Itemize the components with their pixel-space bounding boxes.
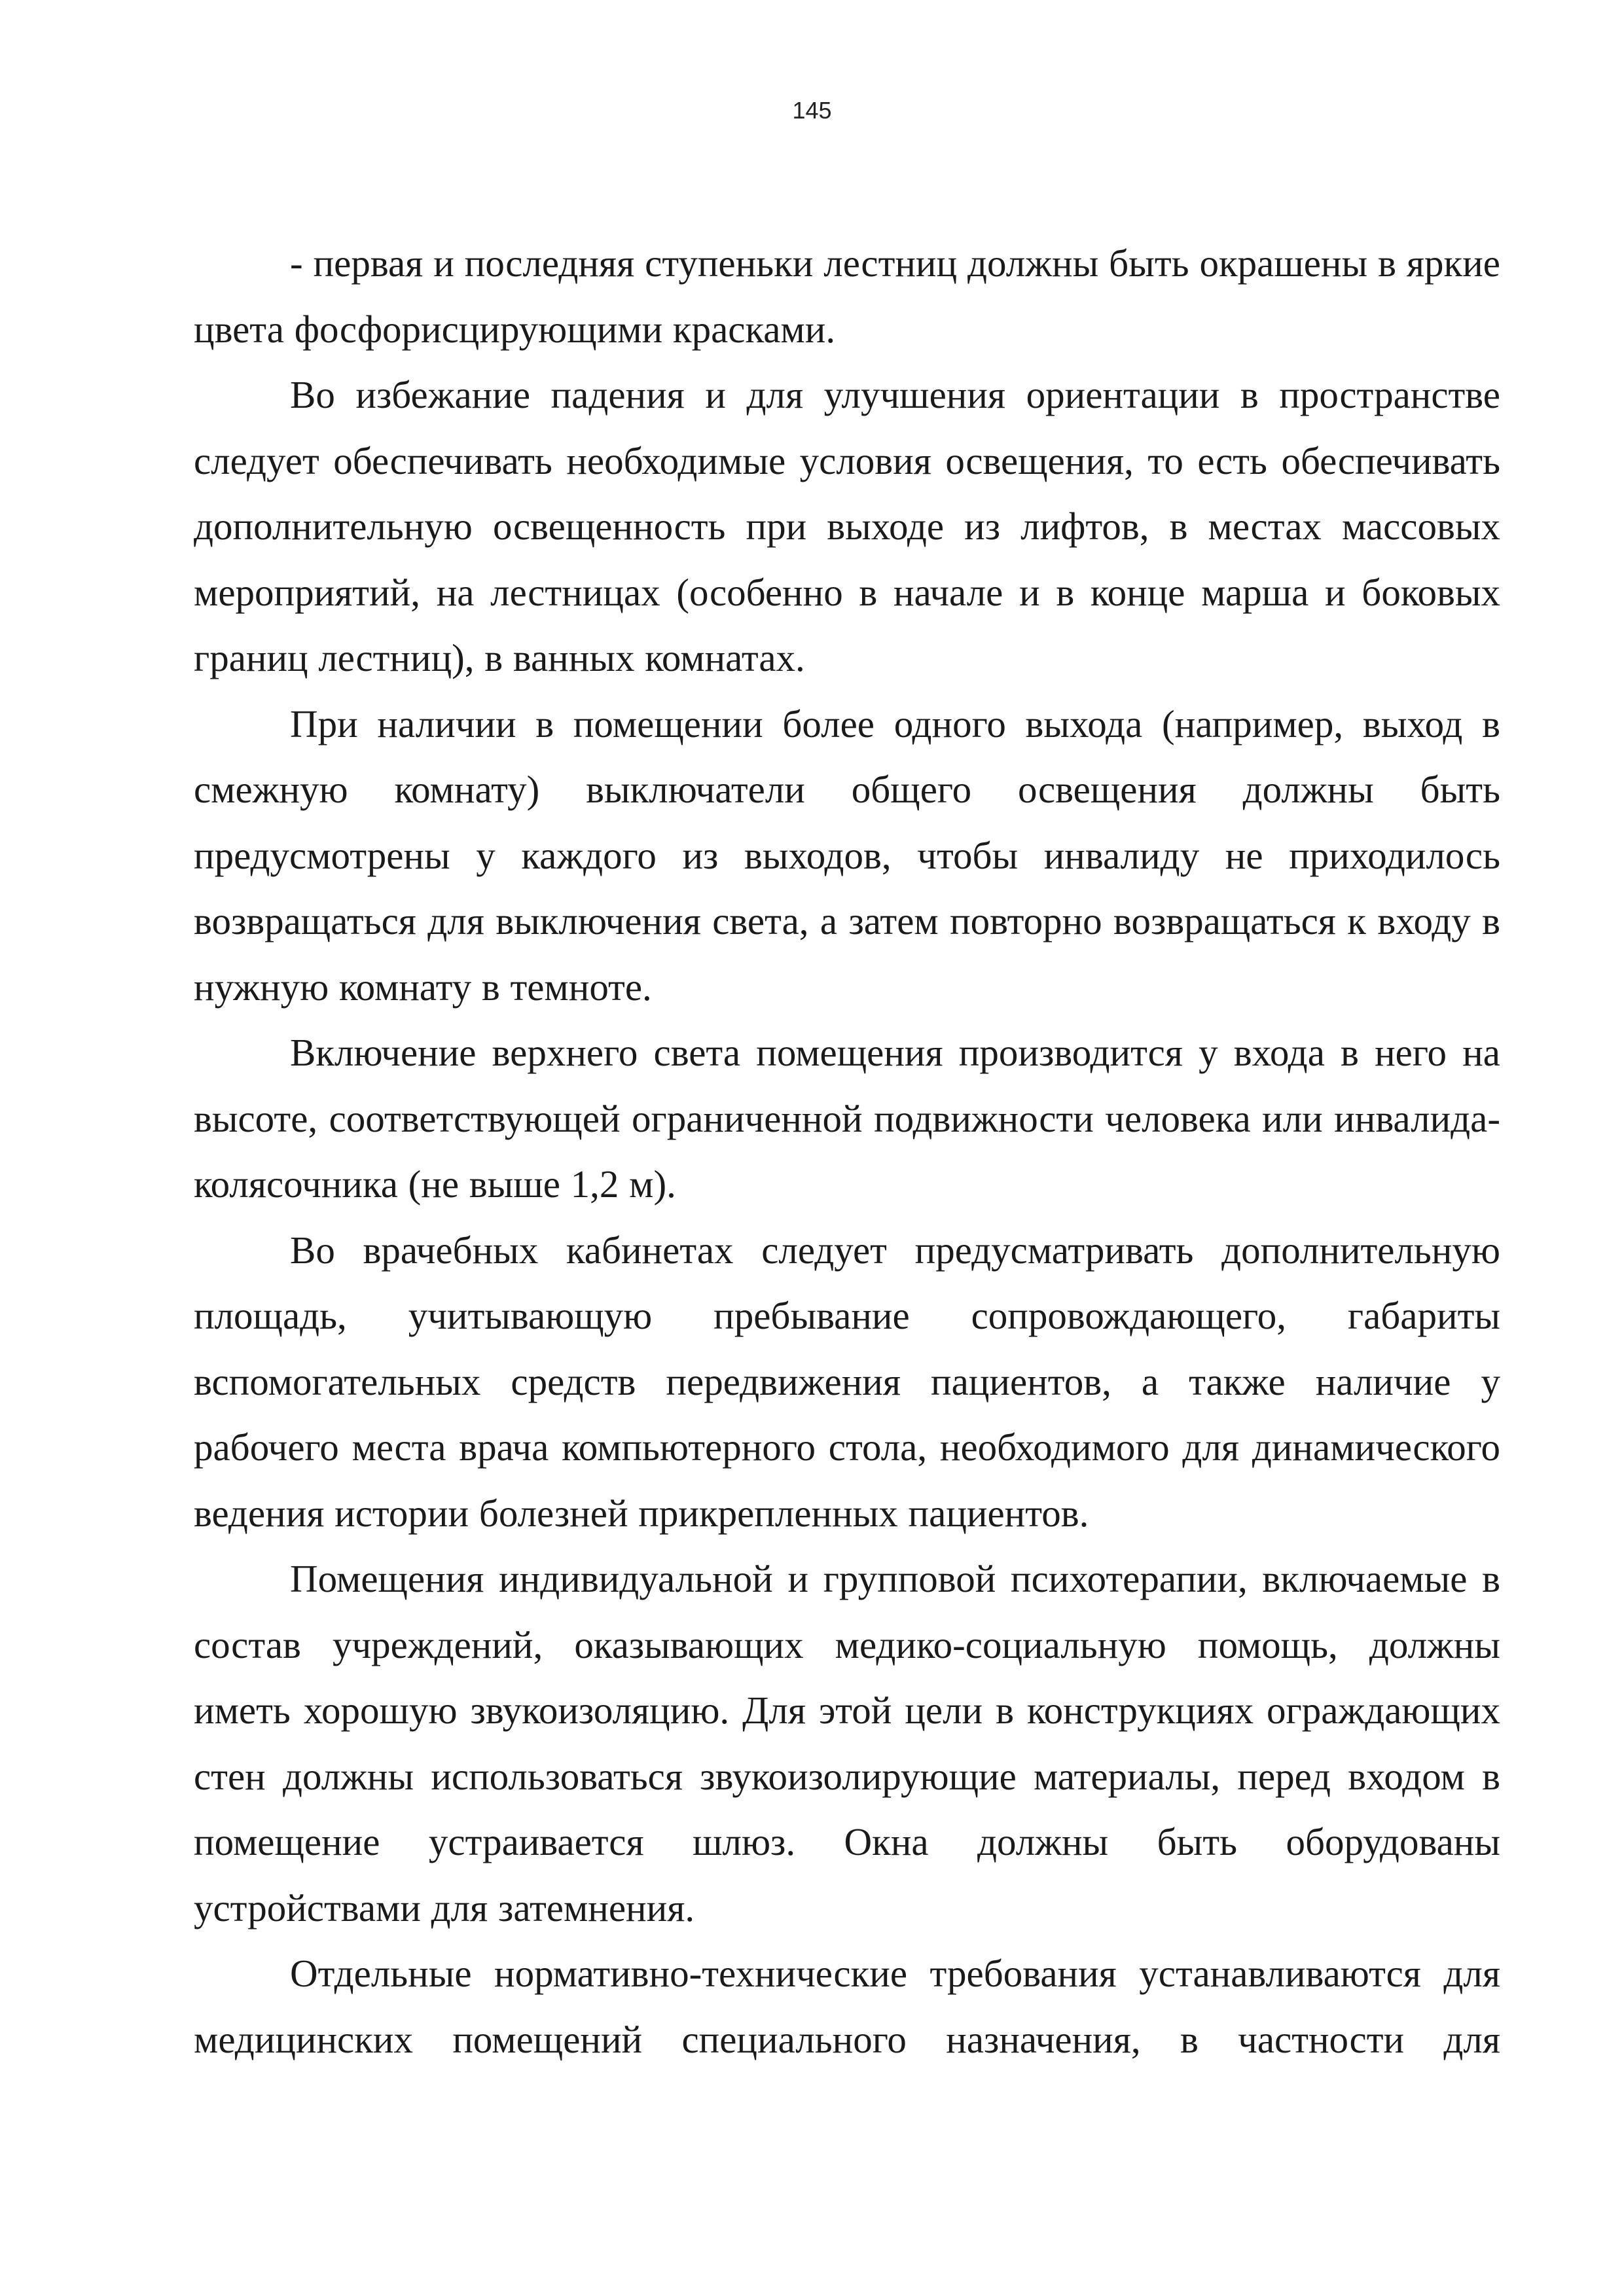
paragraph-light-switches: При наличии в помещении более одного выхода (например, выход в смежную комнату) выключатели общего освещения должны быть предусмотрены у каждого из выходов, чтобы инвалиду не приходилось возвращаться для выключения света, а затем повторно возвращаться к входу в нужную комнату в темноте.: [194, 702, 1500, 1009]
document-body: [194, 230, 1500, 2072]
paragraph-overhead-light: Включение верхнего света помещения производится у входа в него на высоте, соответствующей ограниченной подвижности человека или инвалида-колясочника (не выше 1,2 м).: [194, 1031, 1500, 1206]
paragraph-lighting-conditions: Во избежание падения и для улучшения ориентации в пространстве следует обеспечивать необходимые условия освещения, то есть обеспечивать дополнительную освещенность при выходе из лифтов, в местах массовых мероприятий, на лестницах (особенно в начале и в конце марша и боковых границ лестниц), в ванных комнатах.: [194, 373, 1500, 679]
page-number: 145: [792, 97, 832, 124]
paragraph-psychotherapy-rooms: Помещения индивидуальной и групповой психотерапии, включаемые в состав учреждений, оказывающих медико-социальную помощь, должны иметь хорошую звукоизоляцию. Для этой цели в конструкциях ограждающих стен должны использоваться звукоизолирующие материалы, перед входом в помещение устраивается шлюз. Окна должны быть оборудованы устройствами для затемнения.: [194, 1557, 1500, 1929]
paragraph-doctor-offices: Во врачебных кабинетах следует предусматривать дополнительную площадь, учитывающую пребывание сопровождающего, габариты вспомогательных средств передвижения пациентов, а также наличие у рабочего места врача компьютерного стола, необходимого для динамического ведения истории болезней прикрепленных пациентов.: [194, 1228, 1500, 1535]
paragraph-stair-marking: - первая и последняя ступеньки лестниц должны быть окрашены в яркие цвета фосфорисцирующими красками.: [194, 242, 1500, 351]
paragraph-special-purpose-rooms: Отдельные нормативно-технические требования устанавливаются для медицинских помещений специального назначения, в частности для: [194, 1952, 1500, 2061]
